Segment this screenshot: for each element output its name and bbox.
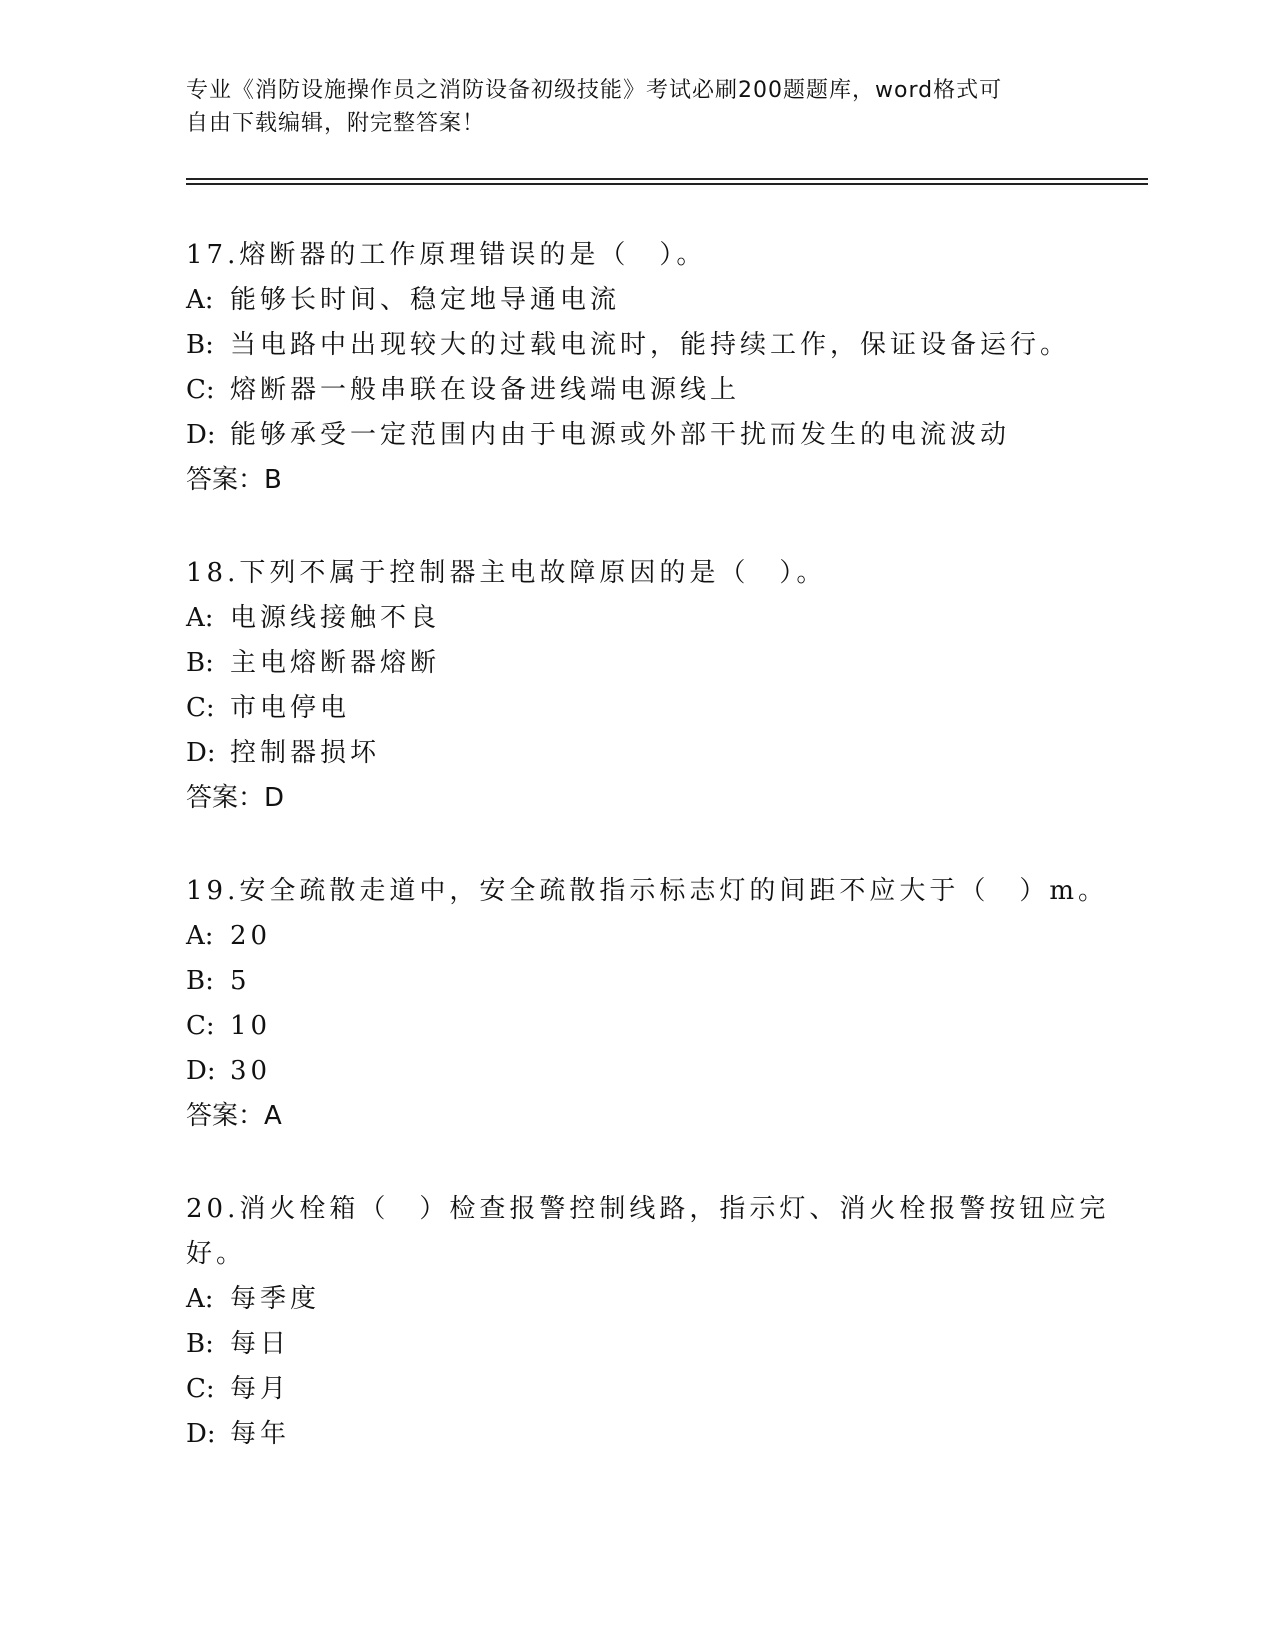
question-stem-line-2: 好。 bbox=[186, 1239, 247, 1269]
answer-label: 答案：D bbox=[186, 783, 285, 813]
question-stem-line-1: 20.消火栓箱（ ）检查报警控制线路，指示灯、消火栓报警按钮应完 bbox=[186, 1194, 1110, 1224]
header-divider-bottom bbox=[186, 183, 1148, 185]
option-a: A: 20 bbox=[186, 921, 272, 951]
option-a: A: 电源线接触不良 bbox=[186, 603, 441, 633]
question-20 bbox=[186, 1187, 1110, 1457]
option-a: A: 能够长时间、稳定地导通电流 bbox=[186, 285, 621, 315]
option-d: D: 能够承受一定范围内由于电源或外部干扰而发生的电流波动 bbox=[186, 420, 1011, 450]
option-d: D: 30 bbox=[186, 1056, 272, 1086]
option-b: B: 每日 bbox=[186, 1329, 291, 1359]
answer-label: 答案：A bbox=[186, 1101, 282, 1131]
document-header bbox=[186, 74, 1066, 140]
answer-label: 答案：B bbox=[186, 465, 282, 495]
option-d: D: 控制器损坏 bbox=[186, 738, 381, 768]
option-b: B: 当电路中出现较大的过载电流时，能持续工作，保证设备运行。 bbox=[186, 330, 1071, 360]
option-b: B: 5 bbox=[186, 966, 251, 996]
option-c: C: 10 bbox=[186, 1011, 272, 1041]
header-line-2: 自由下载编辑，附完整答案！ bbox=[186, 111, 486, 136]
question-19 bbox=[186, 869, 1109, 1139]
question-18 bbox=[186, 551, 1086, 821]
option-d: D: 每年 bbox=[186, 1419, 291, 1449]
question-stem: 18.下列不属于控制器主电故障原因的是（ ）。 bbox=[186, 558, 827, 588]
option-c: C: 熔断器一般串联在设备进线端电源线上 bbox=[186, 375, 741, 405]
header-line-1: 专业《消防设施操作员之消防设备初级技能》考试必刷200题题库，word格式可 bbox=[186, 78, 1003, 103]
option-c: C: 市电停电 bbox=[186, 693, 351, 723]
option-a: A: 每季度 bbox=[186, 1284, 321, 1314]
question-17 bbox=[186, 233, 1086, 503]
option-c: C: 每月 bbox=[186, 1374, 291, 1404]
question-stem: 17.熔断器的工作原理错误的是（ ）。 bbox=[186, 240, 707, 270]
question-stem: 19.安全疏散走道中，安全疏散指示标志灯的间距不应大于（ ）m。 bbox=[186, 876, 1109, 906]
header-divider-top bbox=[186, 178, 1148, 180]
option-b: B: 主电熔断器熔断 bbox=[186, 648, 441, 678]
